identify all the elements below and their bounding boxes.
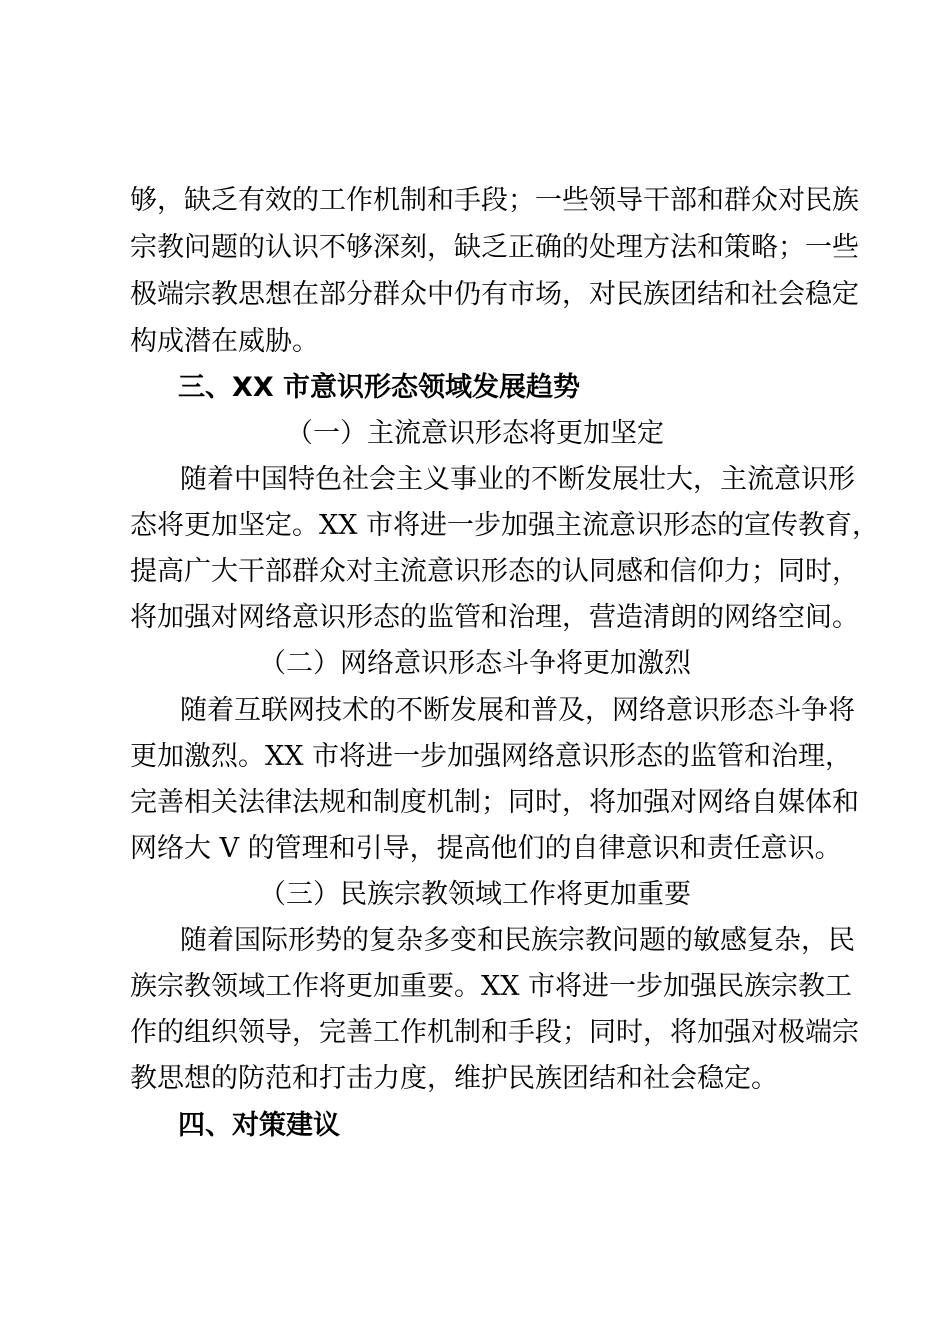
body-text-line: 随着国际形势的复杂多变和民族宗教问题的敏感复杂，民 bbox=[180, 925, 855, 956]
body-text-line: 将加强对网络意识形态的监管和治理，营造清朗的网络空间。 bbox=[130, 602, 859, 633]
body-text-line: 更加激烈。XX 市将进一步加强网络意识形态的监管和治理， bbox=[130, 741, 853, 772]
body-text-line: 够，缺乏有效的工作机制和手段；一些领导干部和群众对民族 bbox=[130, 185, 859, 216]
body-text-line: 随着中国特色社会主义事业的不断发展壮大，主流意识形 bbox=[180, 464, 855, 495]
section-heading-4: 四、对策建议 bbox=[178, 1110, 340, 1141]
body-text-line: 族宗教领域工作将更加重要。XX 市将进一步加强民族宗教工 bbox=[130, 971, 853, 1002]
subsection-heading-2: （二）网络意识形态斗争将更加激烈 bbox=[259, 648, 691, 679]
body-text-line: 极端宗教思想在部分群众中仍有市场，对民族团结和社会稳定 bbox=[130, 279, 859, 310]
body-text-line: 提高广大干部群众对主流意识形态的认同感和信仰力；同时， bbox=[130, 556, 859, 587]
body-text-line: 构成潜在威胁。 bbox=[130, 326, 319, 357]
body-text-line: 作的组织领导，完善工作机制和手段；同时，将加强对极端宗 bbox=[130, 1017, 859, 1048]
body-text-line: 随着互联网技术的不断发展和普及，网络意识形态斗争将 bbox=[180, 695, 855, 726]
subsection-heading-1: （一）主流意识形态将更加坚定 bbox=[286, 418, 664, 449]
section-heading-3: 三、XX 市意识形态领域发展趋势 bbox=[178, 372, 581, 403]
subsection-heading-3: （三）民族宗教领域工作将更加重要 bbox=[259, 879, 691, 910]
body-text-line: 网络大 V 的管理和引导，提高他们的自律意识和责任意识。 bbox=[130, 833, 842, 864]
body-text-line: 态将更加坚定。XX 市将进一步加强主流意识形态的宣传教育， bbox=[130, 510, 880, 541]
body-text-line: 教思想的防范和打击力度，维护民族团结和社会稳定。 bbox=[130, 1063, 778, 1094]
body-text-line: 宗教问题的认识不够深刻，缺乏正确的处理方法和策略；一些 bbox=[130, 232, 859, 263]
body-text-line: 完善相关法律法规和制度机制；同时，将加强对网络自媒体和 bbox=[130, 787, 859, 818]
